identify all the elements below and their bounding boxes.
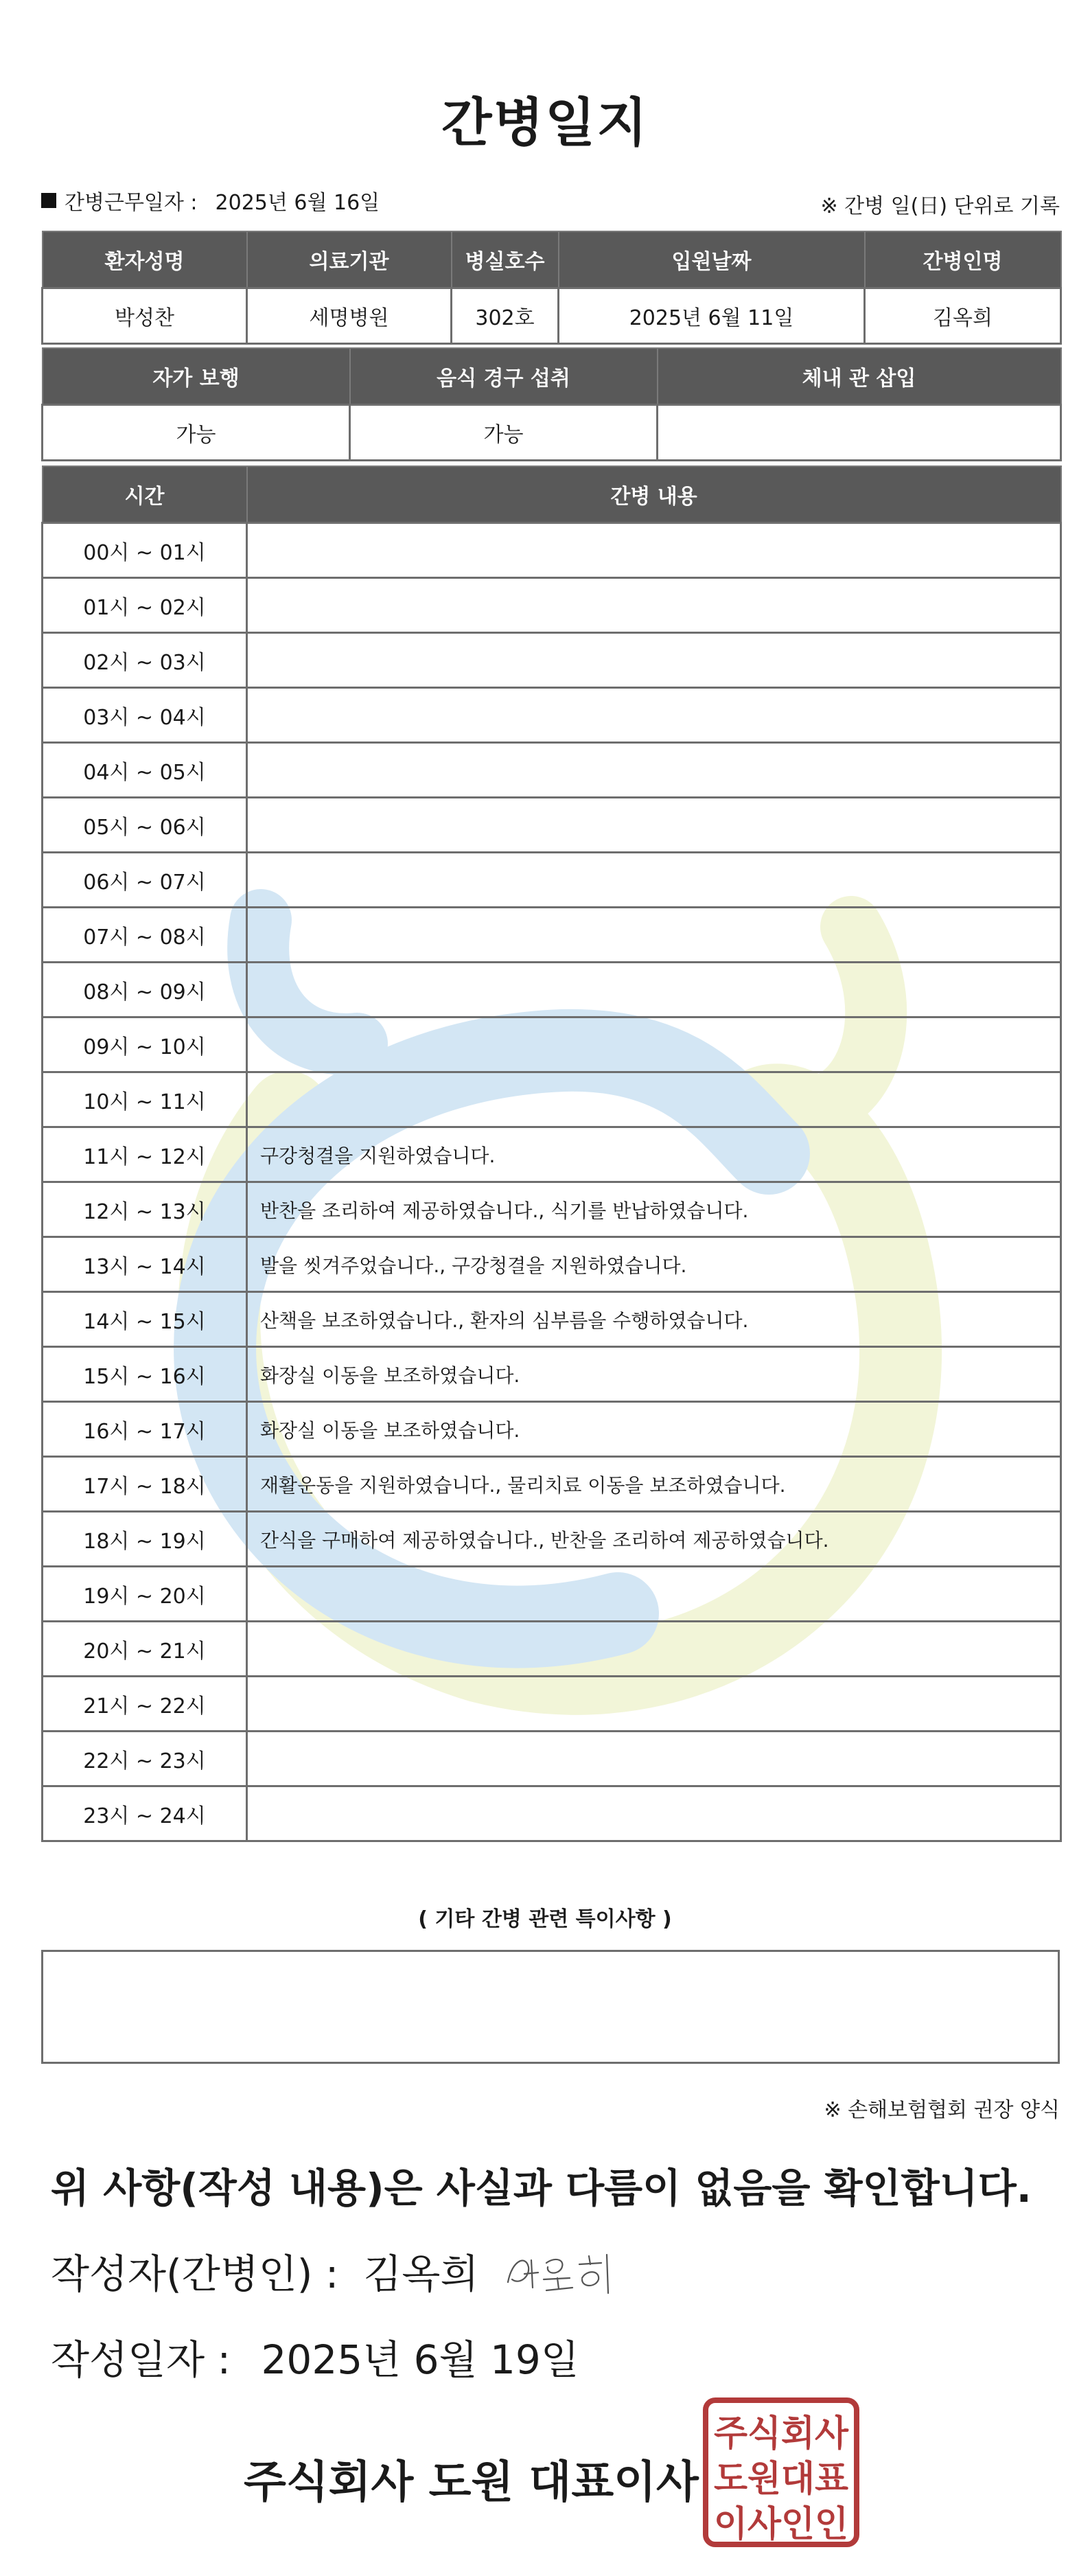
log-time: 15시 ~ 16시 (43, 1347, 247, 1402)
log-time: 17시 ~ 18시 (43, 1457, 247, 1512)
log-content: 재활운동을 지원하였습니다., 물리치료 이동을 보조하였습니다. (247, 1457, 1061, 1512)
log-content: 간식을 구매하여 제공하였습니다., 반찬을 조리하여 제공하였습니다. (247, 1512, 1061, 1567)
log-time: 04시 ~ 05시 (43, 743, 247, 798)
date-value: 2025년 6월 19일 (261, 2336, 579, 2383)
log-content (247, 1732, 1061, 1786)
log-time: 18시 ~ 19시 (43, 1512, 247, 1567)
table-row (43, 1732, 1061, 1786)
table-row (43, 798, 1061, 853)
status-header-row (43, 348, 1061, 405)
log-time: 01시 ~ 02시 (43, 578, 247, 633)
log-content (247, 688, 1061, 743)
log-content (247, 523, 1061, 578)
signature-image (498, 2240, 622, 2301)
memo-title: ( 기타 간병 관련 특이사항 ) (418, 1907, 672, 1931)
table-row (43, 1567, 1061, 1622)
log-content: 화장실 이동을 보조하였습니다. (247, 1402, 1061, 1457)
log-time: 02시 ~ 03시 (43, 633, 247, 688)
table-row (43, 523, 1061, 578)
log-body (43, 523, 1061, 1841)
table-row (43, 688, 1061, 743)
table-row (43, 1127, 1061, 1182)
log-content (247, 1622, 1061, 1677)
log-time: 05시 ~ 06시 (43, 798, 247, 853)
form-note: ※ 손해보험협회 권장 양식 (824, 2098, 1060, 2122)
table-row (43, 1457, 1061, 1512)
log-time: 07시 ~ 08시 (43, 908, 247, 963)
table-row (43, 853, 1061, 908)
patient-header-hospital: 의료기관 (247, 231, 452, 288)
patient-status-table (41, 347, 1062, 461)
table-row (43, 1182, 1061, 1237)
status-oral-intake: 가능 (350, 405, 658, 461)
log-content (247, 1677, 1061, 1732)
log-content (247, 578, 1061, 633)
patient-value-row (43, 288, 1061, 344)
patient-name: 박성찬 (43, 288, 247, 344)
log-time: 20시 ~ 21시 (43, 1622, 247, 1677)
table-row (43, 743, 1061, 798)
log-time: 06시 ~ 07시 (43, 853, 247, 908)
seal-line-3: 이사인인 (714, 2504, 848, 2545)
patient-info-table (41, 231, 1062, 345)
date-label: 작성일자 : (51, 2336, 231, 2383)
patient-header-name: 환자성명 (43, 231, 247, 288)
log-time: 22시 ~ 23시 (43, 1732, 247, 1786)
status-header-oral-intake: 음식 경구 섭취 (350, 348, 658, 405)
table-row (43, 578, 1061, 633)
table-row (43, 1017, 1061, 1072)
table-row (43, 1072, 1061, 1127)
company-signature-line: 주식회사 도원 대표이사 (244, 2457, 699, 2508)
log-content (247, 633, 1061, 688)
company-seal-icon (701, 2396, 861, 2549)
table-row (43, 1786, 1061, 1841)
log-content (247, 1017, 1061, 1072)
log-content: 구강청결을 지원하였습니다. (247, 1127, 1061, 1182)
work-date-row (41, 185, 380, 216)
log-content (247, 743, 1061, 798)
seal-line-1: 주식회사 (714, 2413, 849, 2454)
table-row (43, 1402, 1061, 1457)
log-content (247, 1786, 1061, 1841)
status-walking: 가능 (43, 405, 350, 461)
log-time: 23시 ~ 24시 (43, 1786, 247, 1841)
date-row (51, 2327, 579, 2385)
log-time: 13시 ~ 14시 (43, 1237, 247, 1292)
table-row (43, 963, 1061, 1017)
memo-box (41, 1950, 1060, 2064)
writer-name: 김옥희 (363, 2251, 479, 2297)
log-content (247, 1072, 1061, 1127)
log-time: 03시 ~ 04시 (43, 688, 247, 743)
log-content: 화장실 이동을 보조하였습니다. (247, 1347, 1061, 1402)
patient-header-room: 병실호수 (452, 231, 559, 288)
status-value-row (43, 405, 1061, 461)
table-row (43, 633, 1061, 688)
page-title: 간병일지 (441, 92, 649, 153)
care-log-table (41, 465, 1062, 1842)
room-number: 302호 (452, 288, 559, 344)
work-date-label: 간병근무일자 : (65, 191, 198, 215)
log-time: 16시 ~ 17시 (43, 1402, 247, 1457)
log-content (247, 963, 1061, 1017)
log-time: 14시 ~ 15시 (43, 1292, 247, 1347)
log-header-content: 간병 내용 (247, 466, 1061, 523)
log-header-row (43, 466, 1061, 523)
work-date-value: 2025년 6월 16일 (215, 191, 380, 215)
log-content: 발을 씻겨주었습니다., 구강청결을 지원하였습니다. (247, 1237, 1061, 1292)
unit-note: ※ 간병 일(日) 단위로 기록 (820, 194, 1060, 218)
log-time: 19시 ~ 20시 (43, 1567, 247, 1622)
hospital-name: 세명병원 (247, 288, 452, 344)
caregiver-name: 김옥희 (865, 288, 1061, 344)
patient-header-admission-date: 입원날짜 (559, 231, 865, 288)
log-content (247, 908, 1061, 963)
log-content (247, 798, 1061, 853)
log-time: 12시 ~ 13시 (43, 1182, 247, 1237)
status-header-walking: 자가 보행 (43, 348, 350, 405)
log-content (247, 1567, 1061, 1622)
seal-line-2: 도원대표 (714, 2459, 848, 2500)
status-tube (658, 405, 1061, 461)
table-row (43, 908, 1061, 963)
patient-header-row (43, 231, 1061, 288)
log-time: 00시 ~ 01시 (43, 523, 247, 578)
admission-date: 2025년 6월 11일 (559, 288, 865, 344)
table-row (43, 1292, 1061, 1347)
status-header-tube: 체내 관 삽입 (658, 348, 1061, 405)
patient-header-caregiver: 간병인명 (865, 231, 1061, 288)
square-bullet-icon (41, 193, 56, 208)
log-content (247, 853, 1061, 908)
log-header-time: 시간 (43, 466, 247, 523)
log-time: 10시 ~ 11시 (43, 1072, 247, 1127)
log-content: 반찬을 조리하여 제공하였습니다., 식기를 반납하였습니다. (247, 1182, 1061, 1237)
writer-label: 작성자(간병인) : (51, 2251, 339, 2297)
log-time: 11시 ~ 12시 (43, 1127, 247, 1182)
writer-row (51, 2240, 622, 2301)
log-content: 산책을 보조하였습니다., 환자의 심부름을 수행하였습니다. (247, 1292, 1061, 1347)
table-row (43, 1512, 1061, 1567)
log-time: 21시 ~ 22시 (43, 1677, 247, 1732)
table-row (43, 1237, 1061, 1292)
table-row (43, 1677, 1061, 1732)
log-time: 09시 ~ 10시 (43, 1017, 247, 1072)
table-row (43, 1622, 1061, 1677)
table-row (43, 1347, 1061, 1402)
log-time: 08시 ~ 09시 (43, 963, 247, 1017)
confirmation-statement: 위 사항(작성 내용)은 사실과 다름이 없음을 확인합니다. (51, 2165, 1032, 2211)
